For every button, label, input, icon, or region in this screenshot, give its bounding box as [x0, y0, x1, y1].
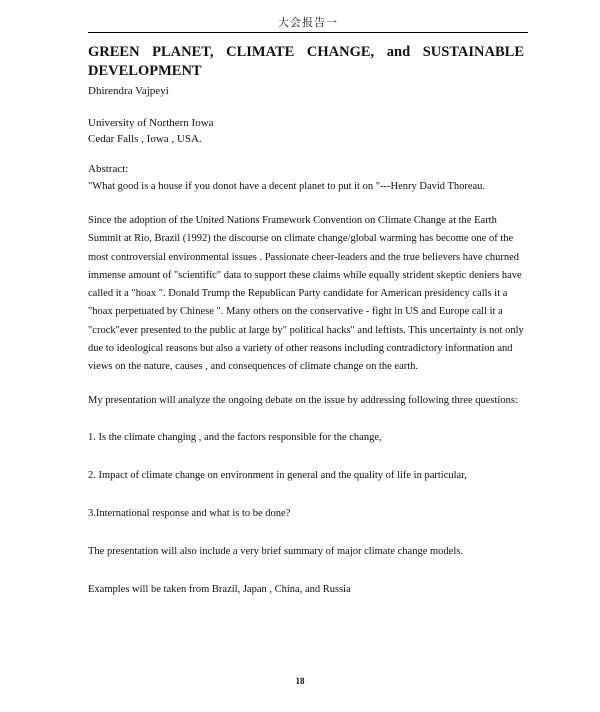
body-paragraph-1: Since the adoption of the United Nations Framework Convention on Climate Change at the Earth Summit at Rio, Brazil (1992) the discourse on climate change/global warming has become one of the most controversial environmental issues . Passionate cheer-leaders and the true believers have churned immense amount of "scientific" data to support these claims while equally strident skeptic deniers have called it a "hoax ". Donald Trump the Republican Party candidate for American presidency calls it a "hoax perpetuated by Chinese ". Many others on the conservative - fight in US and Europe call it a "crock"ever presented to the public at large by" political hacks" and leftists. This uncertainty is not only due to ideological reasons but also a variety of other reasons including contradictory information and views on the nature, causes , and consequences of climate change on the earth. [88, 215, 524, 373]
author-name: Dhirendra Vajpeyi [88, 85, 169, 97]
question-3: 3.International response and what is to be done? [88, 507, 291, 519]
question-1: 1. Is the climate changing , and the factors responsible for the change, [88, 431, 382, 443]
affiliation [88, 115, 524, 147]
abstract-label: Abstract: [88, 163, 129, 175]
running-header: 大会报告一 [278, 16, 338, 29]
body-paragraph-2: My presentation will analyze the ongoing debate on the issue by addressing following three questions: [88, 394, 518, 406]
paper-body [88, 43, 524, 598]
question-2: 2. Impact of climate change on environment in general and the quality of life in particular, [88, 469, 467, 481]
header-rule [88, 32, 528, 33]
paper-title: GREEN PLANET, CLIMATE CHANGE, and SUSTAINABLE DEVELOPMENT [88, 44, 524, 79]
summary-note: The presentation will also include a very brief summary of major climate change models. [88, 545, 463, 557]
epigraph-quote: "What good is a house if you donot have a decent planet to put it on "---Henry David Thoreau. [88, 181, 486, 192]
examples-note: Examples will be taken from Brazil, Japan , China, and Russia [88, 583, 351, 595]
affiliation-university: University of Northern Iowa [88, 117, 214, 129]
affiliation-location: Cedar Falls , Iowa , USA. [88, 133, 202, 145]
page-number: 18 [295, 676, 305, 686]
